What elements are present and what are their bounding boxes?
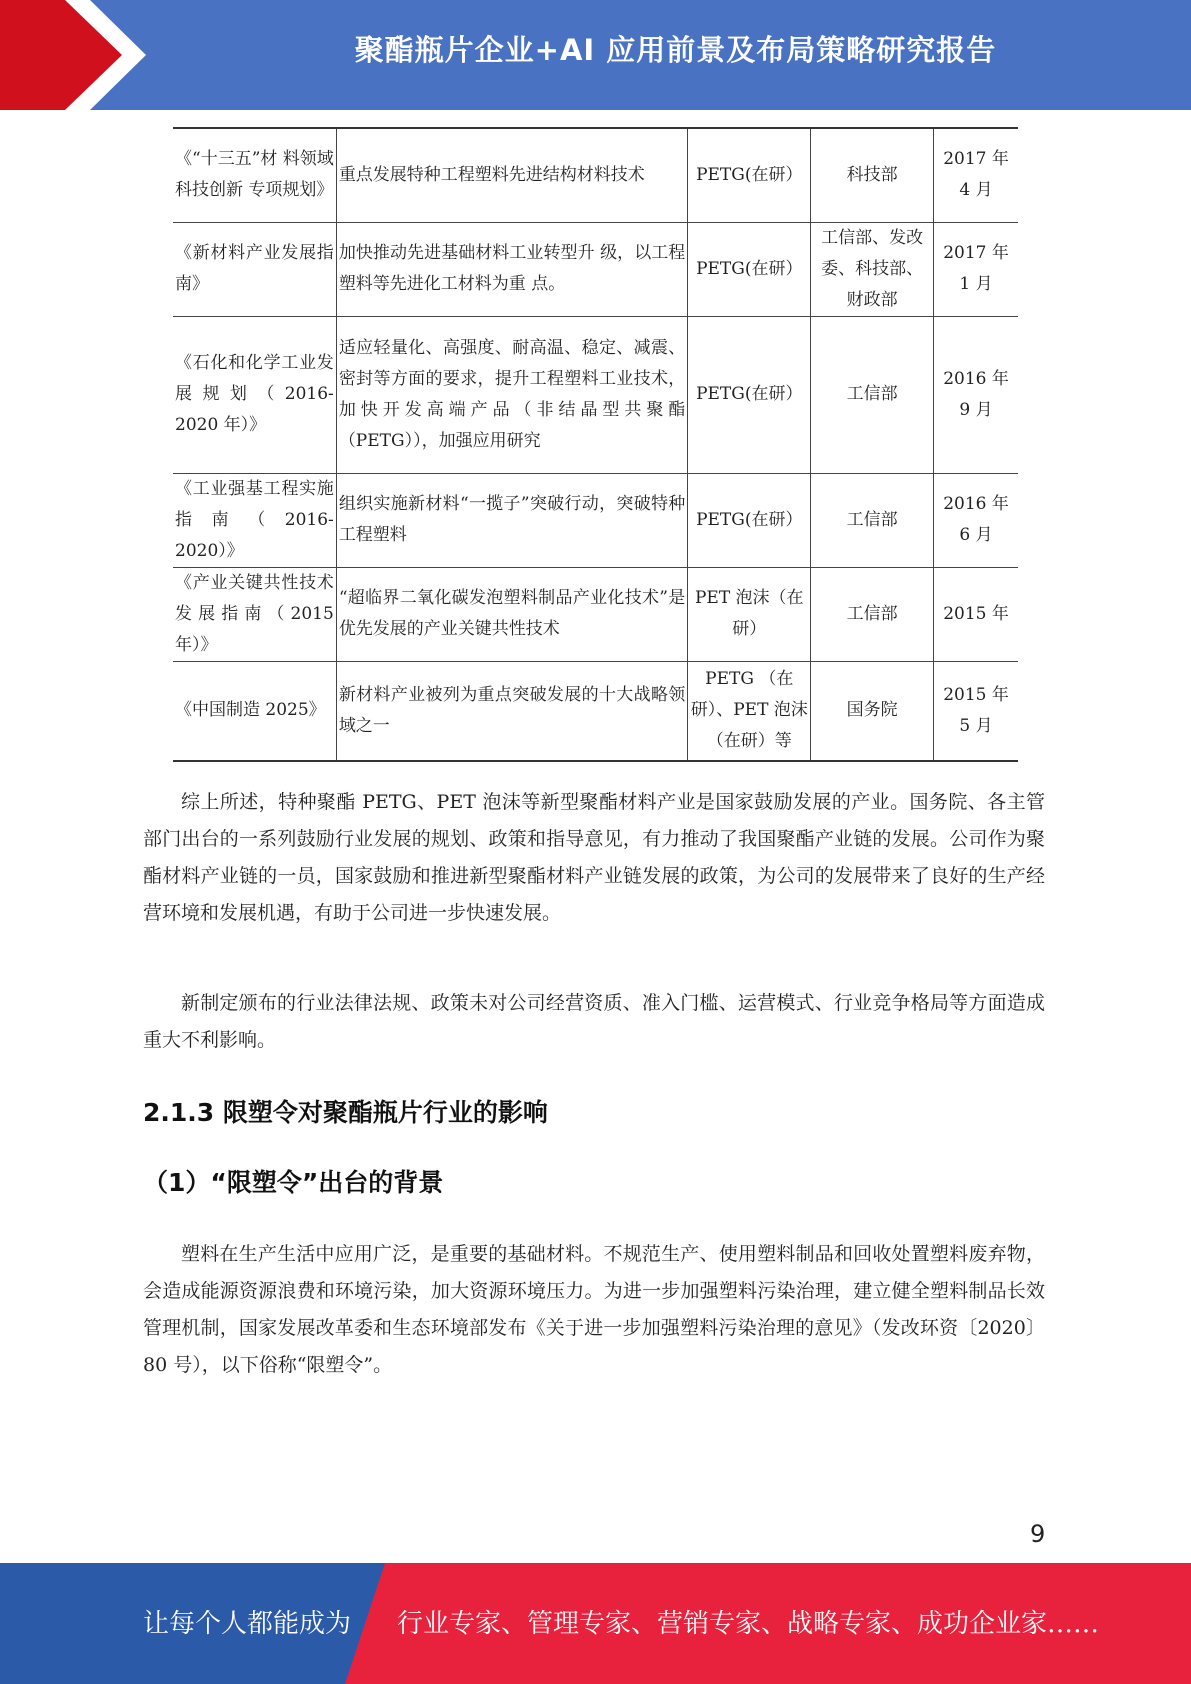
policy-name-cell: 《石化和化学工业发展规划（2016-2020 年）》: [173, 316, 336, 473]
footer-slogan-left: 让每个人都能成为: [143, 1609, 352, 1639]
policy-name-cell: 《中国制造 2025》: [173, 661, 336, 761]
department-cell: 工信部: [811, 473, 934, 567]
background-paragraph: 塑料在生产生活中应用广泛，是重要的基础材料。不规范生产、使用塑料制品和回收处置塑料废弃物，会造成能源资源浪费和环境污染，加大资源环境压力。为进一步加强塑料污染治理，建立健全塑料制品长效管理机制，国家发展改革委和生态环境部发布《关于进一步加强塑料污染治理的意见》（发改环资〔2020〕80 号），以下俗称“限塑令”。: [143, 1243, 1045, 1376]
subsection-heading: （1）“限塑令”出台的背景: [143, 1168, 444, 1197]
header-bar: [0, 0, 1191, 110]
table-row: [173, 128, 1018, 222]
policy-content-cell: 加快推动先进基础材料工业转型升 级，以工程塑料等先进化工材料为重 点。: [336, 222, 688, 316]
product-cell: PETG(在研）: [688, 473, 811, 567]
department-cell: 工信部、发改委、科技部、财政部: [811, 222, 934, 316]
policy-table: [173, 127, 1018, 762]
policy-name-cell: 《产业关键共性技术发展指南（2015 年）》: [173, 567, 336, 661]
date-cell: 2015 年 5 月: [934, 661, 1018, 761]
table-row: [173, 661, 1018, 761]
product-cell: PET 泡沫（在研）: [688, 567, 811, 661]
table-row: [173, 222, 1018, 316]
footer-slogan-right: 行业专家、管理专家、营销专家、战略专家、成功企业家……: [397, 1609, 1100, 1639]
policy-content-cell: 组织实施新材料“一揽子”突破行动，突破特种工程塑料: [336, 473, 688, 567]
table-row: [173, 473, 1018, 567]
policy-name-cell: 《新材料产业发展指南》: [173, 222, 336, 316]
policy-content-cell: 适应轻量化、高强度、耐高温、稳定、减震、密封等方面的要求，提升工程塑料工业技术，加快开发高端产品（非结晶型共聚酯（PETG）），加强应用研究: [336, 316, 688, 473]
date-cell: 2016 年 6 月: [934, 473, 1018, 567]
product-cell: PETG （在研）、PET 泡沫（在研）等: [688, 661, 811, 761]
date-cell: 2017 年 4 月: [934, 128, 1018, 222]
table-row: [173, 567, 1018, 661]
policy-name-cell: 《“十三五”材 料领域科技创新 专项规划》: [173, 128, 336, 222]
summary-paragraph: 综上所述，特种聚酯 PETG、PET 泡沫等新型聚酯材料产业是国家鼓励发展的产业。国务院、各主管部门出台的一系列鼓励行业发展的规划、政策和指导意见，有力推动了我国聚酯产业链的发展。公司作为聚酯材料产业链的一员，国家鼓励和推进新型聚酯材料产业链发展的政策，为公司的发展带来了良好的生产经营环境和发展机遇，有助于公司进一步快速发展。: [143, 791, 1045, 924]
date-cell: 2016 年 9 月: [934, 316, 1018, 473]
date-cell: 2015 年: [934, 567, 1018, 661]
section-heading: 2.1.3 限塑令对聚酯瓶片行业的影响: [143, 1098, 548, 1127]
table-row: [173, 316, 1018, 473]
policy-content-cell: 新材料产业被列为重点突破发展的十大战略领域之一: [336, 661, 688, 761]
department-cell: 工信部: [811, 316, 934, 473]
product-cell: PETG(在研）: [688, 128, 811, 222]
product-cell: PETG(在研）: [688, 222, 811, 316]
department-cell: 工信部: [811, 567, 934, 661]
policy-name-cell: 《工业强基工程实施指南（2016-2020）》: [173, 473, 336, 567]
page-number: 9: [1030, 1520, 1046, 1548]
product-cell: PETG(在研）: [688, 316, 811, 473]
header-arrow-decoration: [0, 0, 160, 110]
report-title: 聚酯瓶片企业+AI 应用前景及布局策略研究报告: [354, 33, 997, 67]
department-cell: 科技部: [811, 128, 934, 222]
policy-content-cell: 重点发展特种工程塑料先进结构材料技术: [336, 128, 688, 222]
date-cell: 2017 年 1 月: [934, 222, 1018, 316]
regulation-paragraph: 新制定颁布的行业法律法规、政策未对公司经营资质、准入门槛、运营模式、行业竞争格局等方面造成重大不利影响。: [143, 992, 1045, 1051]
department-cell: 国务院: [811, 661, 934, 761]
policy-content-cell: “超临界二氧化碳发泡塑料制品产业化技术”是优先发展的产业关键共性技术: [336, 567, 688, 661]
